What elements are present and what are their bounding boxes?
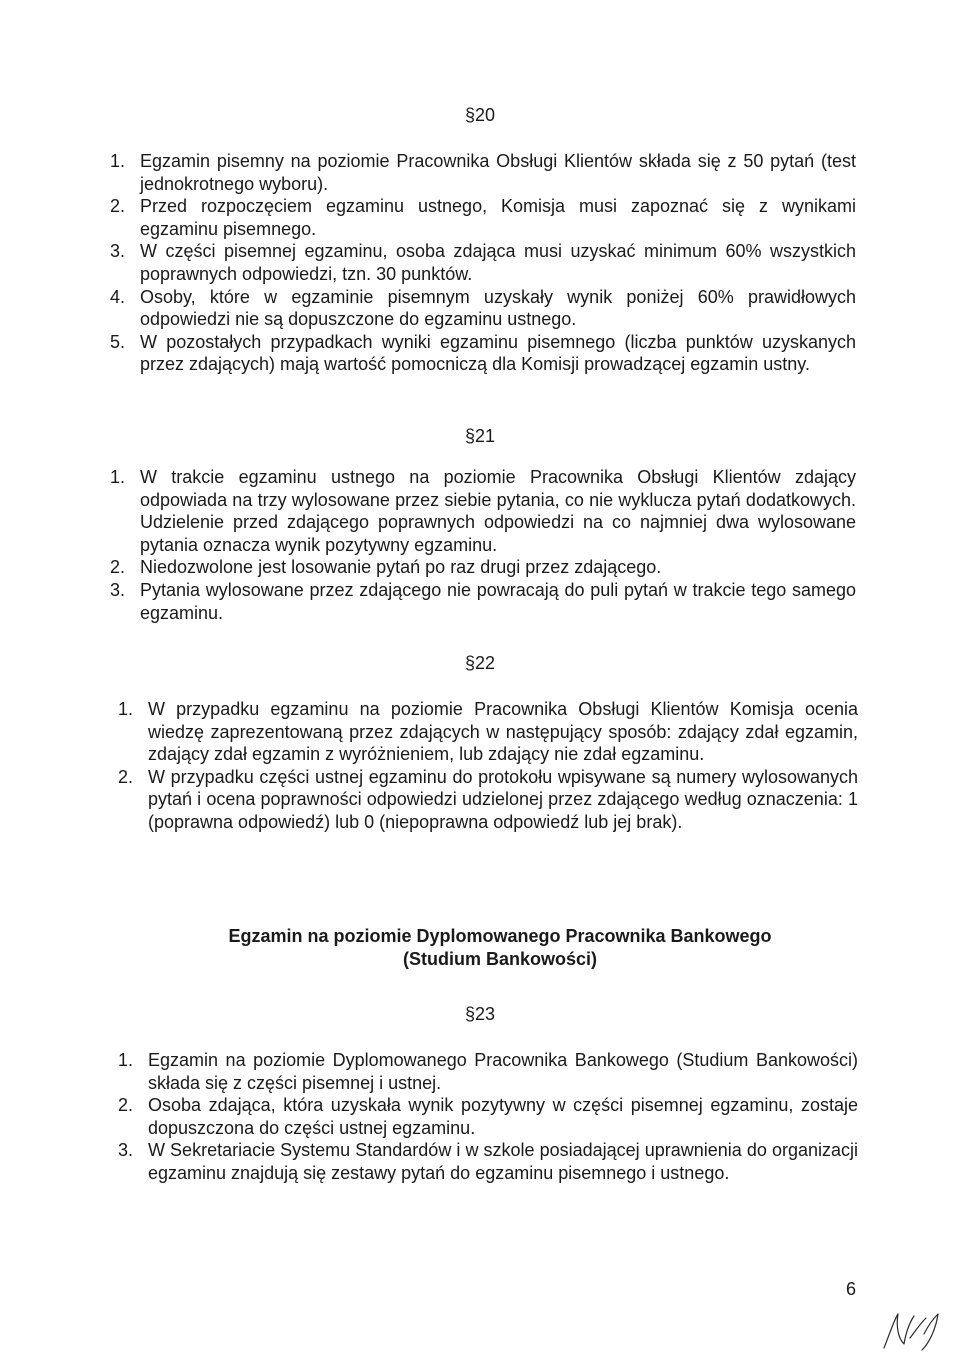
item-number: 1. [110,151,126,171]
list-item [110,195,856,240]
list-item [110,466,856,556]
item-number: 3. [118,1140,134,1161]
item-number: 2. [118,766,134,787]
item-text: W części pisemnej egzaminu, osoba zdająca musi uzyskać minimum 60% wszystkich poprawnych odpowiedzi, tzn. 30 punktów. [140,241,856,284]
section-heading-20: §20 [464,105,496,125]
item-text: Egzamin pisemny na poziomie Pracownika Obsługi Klientów składa się z 50 pytań (test jednokrotnego wyboru). [140,151,856,194]
section-20-list [110,150,856,376]
list-item [110,240,856,285]
list-item [118,698,858,766]
item-text: W trakcie egzaminu ustnego na poziomie Pracownika Obsługi Klientów zdający odpowiada na trzy wylosowane przez siebie pytania, co nie wyklucza pytań dodatkowych. Udzielenie przed zdającego poprawnych odpowiedzi na co najmniej dwa wylosowane pytania oznacza wynik pozytywny egzaminu. [140,467,856,555]
section-21-list [110,466,856,624]
item-text: W Sekretariacie Systemu Standardów i w szkole posiadającej uprawnienia do organizacji egzaminu znajdują się zestawy pytań do egzaminu pisemnego i ustnego. [148,1140,858,1183]
exam-subtitle-line1: Egzamin na poziomie Dyplomowanego Pracownika Bankowego [228,926,772,946]
item-text: W przypadku egzaminu na poziomie Pracownika Obsługi Klientów Komisja ocenia wiedzę zaprezentowaną przez zdających w następujący sposób: zdający zdał egzamin, zdający zdał egzamin z wyróżnieniem, lub zdający nie zdał egzaminu. [148,699,858,765]
item-text: Egzamin na poziomie Dyplomowanego Pracownika Bankowego (Studium Bankowości) składa się z części pisemnej i ustnej. [148,1050,858,1093]
item-text: Osoba zdająca, która uzyskała wynik pozytywny w części pisemnej egzaminu, zostaje dopuszczona do części ustnej egzaminu. [148,1095,858,1138]
item-number: 2. [118,1095,134,1116]
item-number: 3. [110,579,126,600]
section-heading-22: §22 [464,653,496,673]
item-number: 1. [118,1050,134,1070]
item-text: Pytania wylosowane przez zdającego nie powracają do puli pytań w trakcie tego samego egzaminu. [140,579,856,623]
list-item [110,556,856,579]
item-number: 3. [110,241,126,262]
section-heading-23: §23 [464,1004,496,1024]
item-text: W pozostałych przypadkach wyniki egzaminu pisemnego (liczba punktów uzyskanych przez zdających) mają wartość pomocniczą dla Komisji prowadzącej egzamin ustny. [140,331,856,375]
section-22-list [118,698,858,834]
item-number: 1. [118,699,134,719]
item-text: Osoby, które w egzaminie pisemnym uzyskały wynik poniżej 60% prawidłowych odpowiedzi nie są dopuszczone do egzaminu ustnego. [140,286,856,330]
item-number: 5. [110,331,126,352]
page-number: 6 [846,1279,857,1299]
section-23-list [118,1049,858,1185]
item-text: Przed rozpoczęciem egzaminu ustnego, Komisja musi zapoznać się z wynikami egzaminu pisemnego. [140,196,856,239]
signature-icon [880,1308,950,1353]
item-text: W przypadku części ustnej egzaminu do protokołu wpisywane są numery wylosowanych pytań i ocena poprawności odpowiedzi udzielonej przez zdającego według oznaczenia: 1 (poprawna odpowiedź) lub 0 (niepoprawna odpowiedź lub jej brak). [148,766,858,832]
item-number: 4. [110,286,126,307]
exam-subtitle-line2: (Studium Bankowości) [402,949,597,969]
list-item [110,150,856,195]
list-item [118,1094,858,1139]
item-number: 2. [110,196,126,217]
item-number: 1. [110,467,126,487]
item-number: 2. [110,557,126,578]
section-heading-21: §21 [464,426,496,446]
list-item [118,1049,858,1094]
list-item [110,579,856,624]
list-item [110,331,856,376]
list-item [118,766,858,834]
list-item [110,286,856,331]
item-text: Niedozwolone jest losowanie pytań po raz drugi przez zdającego. [140,557,662,578]
list-item [118,1139,858,1184]
